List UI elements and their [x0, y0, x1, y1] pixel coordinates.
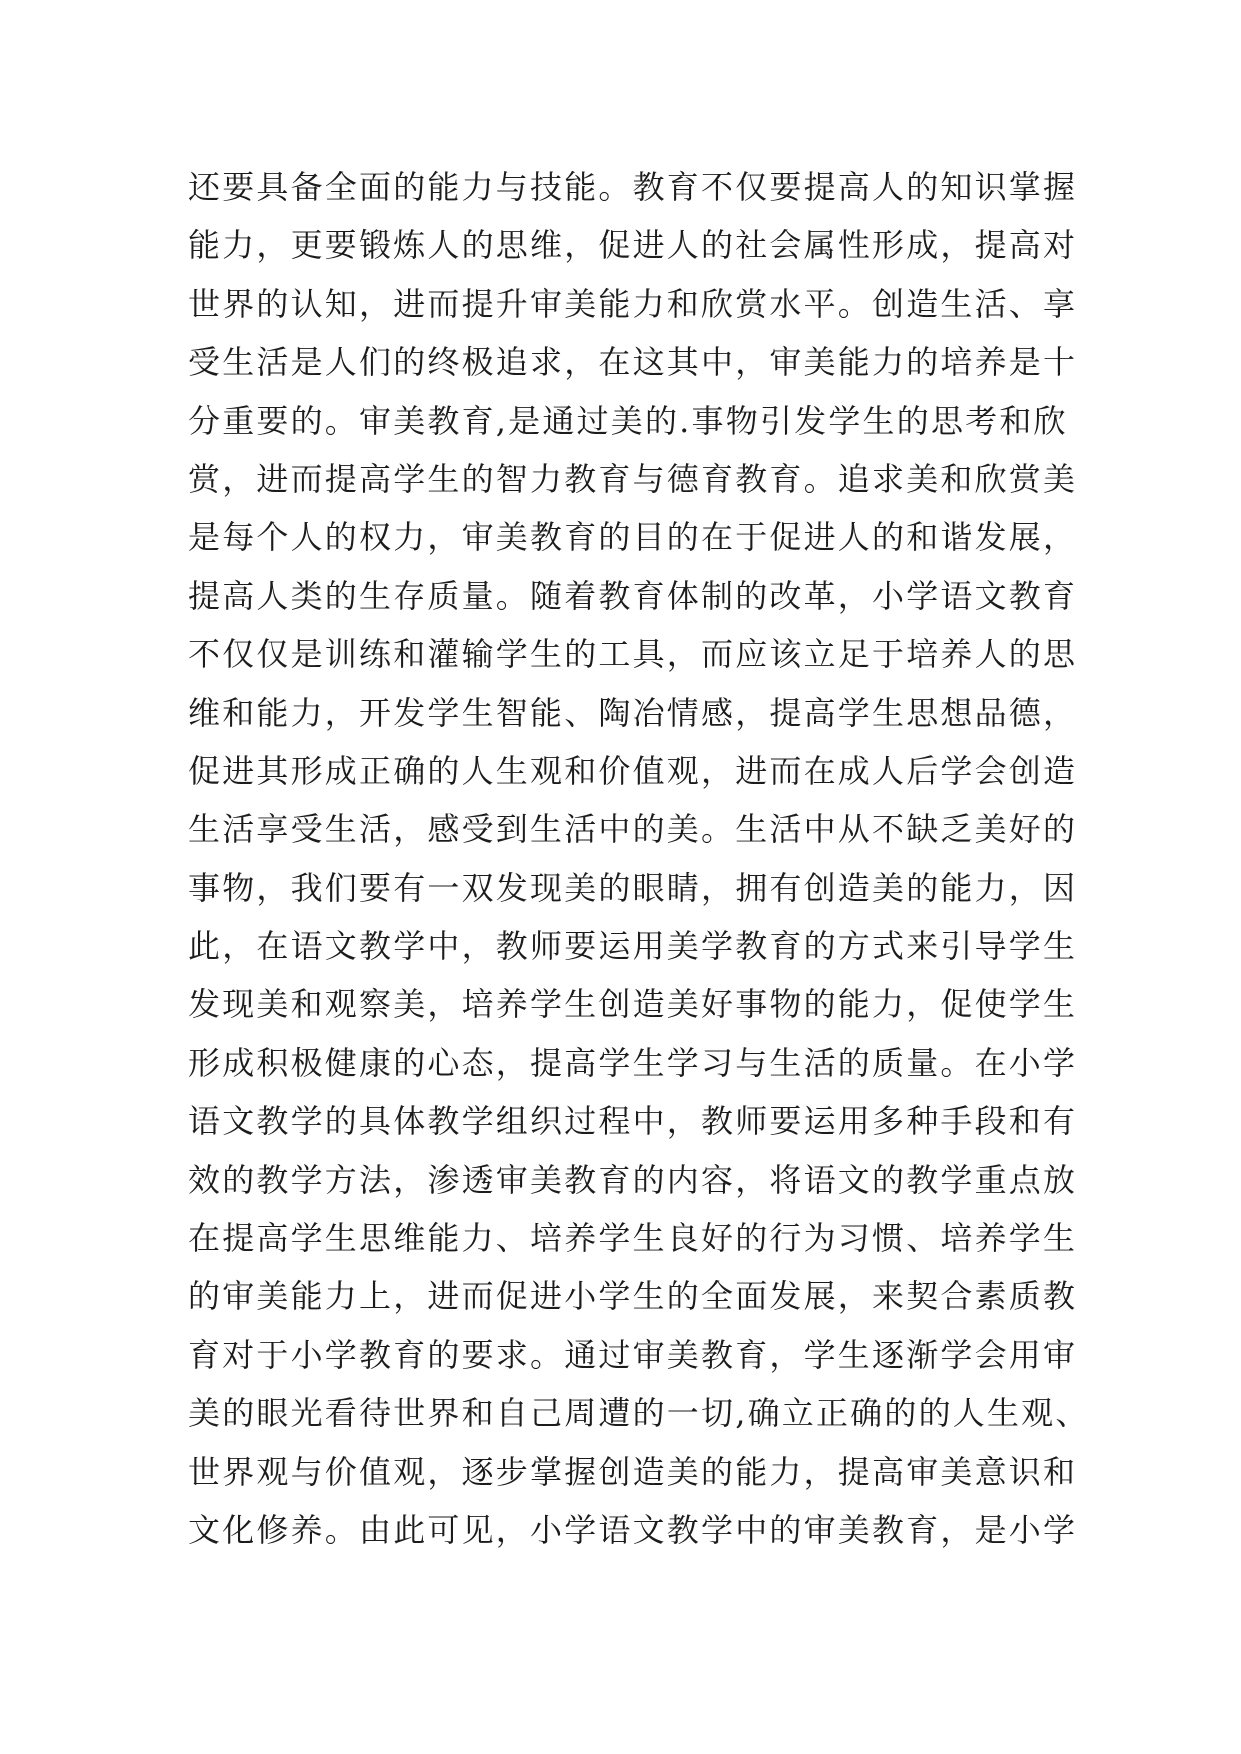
text-line: 语文教学的具体教学组织过程中，教师要运用多种手段和有	[188, 1102, 1078, 1141]
text-line: 受生活是人们的终极追求，在这其中，审美能力的培养是十	[188, 343, 1078, 382]
text-line: 的审美能力上，进而促进小学生的全面发展，来契合素质教	[188, 1277, 1078, 1316]
text-line: 赏，进而提高学生的智力教育与德育教育。追求美和欣赏美	[188, 459, 1078, 498]
text-line: 发现美和观察美，培养学生创造美好事物的能力，促使学生	[188, 985, 1078, 1024]
text-line: 促进其形成正确的人生观和价值观，进而在成人后学会创造	[188, 751, 1078, 790]
text-line: 不仅仅是训练和灌输学生的工具，而应该立足于培养人的思	[188, 635, 1078, 674]
text-line: 提高人类的生存质量。随着教育体制的改革，小学语文教育	[188, 576, 1078, 615]
text-line: 此，在语文教学中，教师要运用美学教育的方式来引导学生	[188, 927, 1078, 966]
text-line: 生活享受生活，感受到生活中的美。生活中从不缺乏美好的	[188, 810, 1078, 849]
text-line: 文化修养。由此可见，小学语文教学中的审美教育，是小学	[188, 1510, 1078, 1549]
text-line: 能力，更要锻炼人的思维，促进人的社会属性形成，提高对	[188, 226, 1078, 265]
text-line: 事物，我们要有一双发现美的眼睛，拥有创造美的能力，因	[188, 868, 1078, 907]
text-line: 还要具备全面的能力与技能。教育不仅要提高人的知识掌握	[188, 168, 1078, 206]
text-line: 维和能力，开发学生智能、陶冶情感，提高学生思想品德，	[188, 693, 1078, 732]
text-line: 分重要的。审美教育,是通过美的.事物引发学生的思考和欣	[188, 401, 1068, 440]
text-line: 世界的认知，进而提升审美能力和欣赏水平。创造生活、享	[188, 284, 1078, 323]
text-line: 育对于小学教育的要求。通过审美教育，学生逐渐学会用审	[188, 1335, 1078, 1374]
text-line: 是每个人的权力，审美教育的目的在于促进人的和谐发展，	[188, 518, 1078, 557]
text-line: 世界观与价值观，逐步掌握创造美的能力，提高审美意识和	[188, 1452, 1078, 1491]
text-line: 效的教学方法，渗透审美教育的内容，将语文的教学重点放	[188, 1160, 1078, 1199]
text-line: 美的眼光看待世界和自己周遭的一切,确立正确的的人生观、	[188, 1394, 1090, 1433]
text-line: 形成积极健康的心态，提高学生学习与生活的质量。在小学	[188, 1043, 1078, 1082]
text-line: 在提高学生思维能力、培养学生良好的行为习惯、培养学生	[188, 1219, 1078, 1258]
body-paragraph	[188, 158, 1088, 1559]
